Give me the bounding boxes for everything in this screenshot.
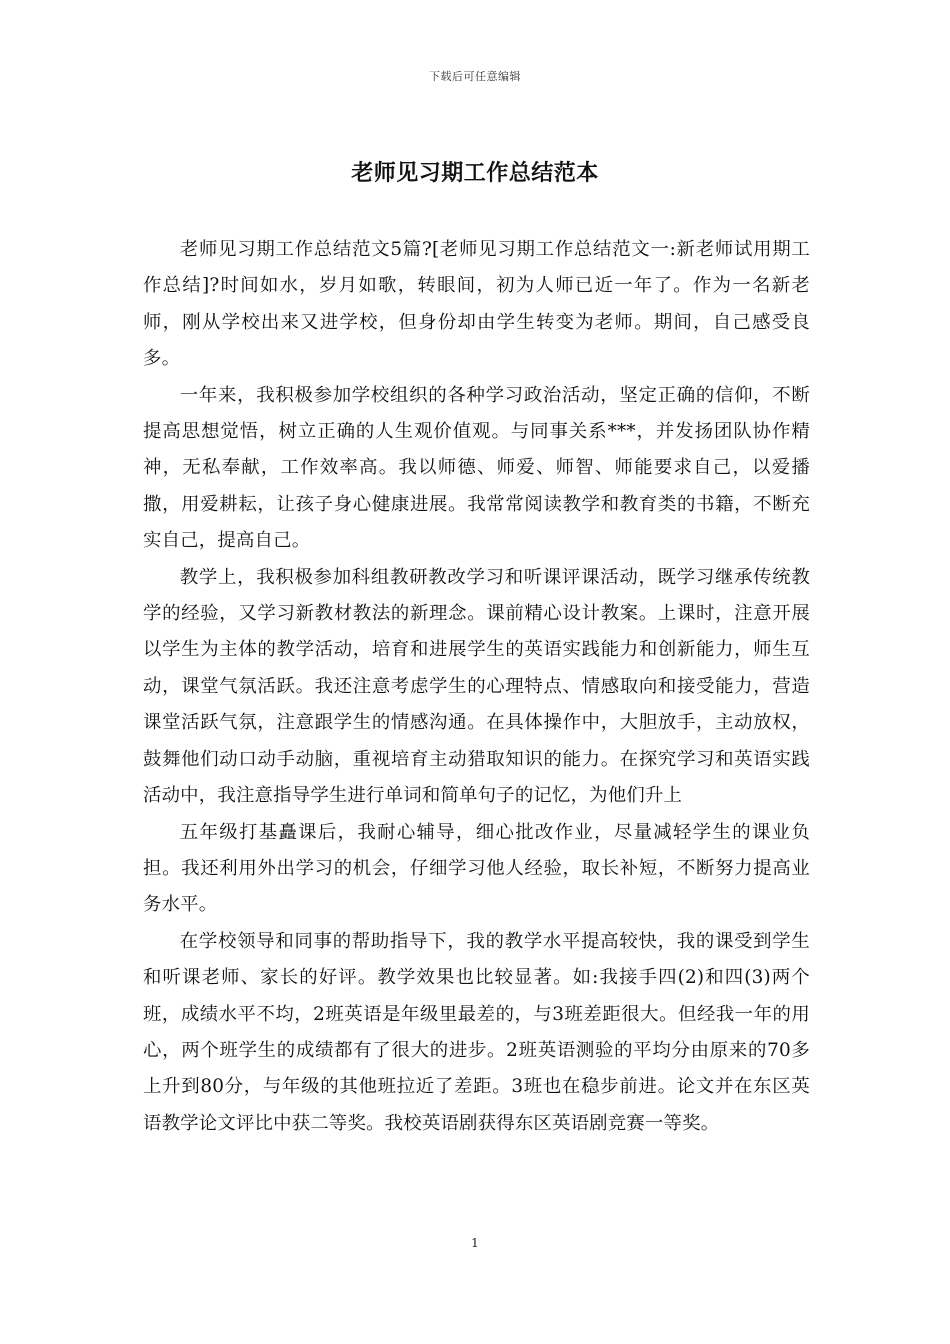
page-number: 1 <box>471 1236 479 1250</box>
paragraph: 一年来，我积极参加学校组织的各种学习政治活动，坚定正确的信仰，不断提高思想觉悟，树立正确的人生观价值观。与同事关系***，并发扬团队协作精神，无私奉献，工作效率高。我以师德、师爱、师智、师能要求自己，以爱播撒，用爱耕耘，让孩子身心健康进展。我常常阅读教学和教育类的书籍，不断充实自己，提高自己。 <box>143 384 810 552</box>
document-title: 老师见习期工作总结范本 <box>351 160 599 186</box>
header-note: 下载后可任意编辑 <box>429 70 521 83</box>
paragraph: 在学校领导和同事的帮助指导下，我的教学水平提高较快，我的课受到学生和听课老师、家长的好评。教学效果也比较显著。如:我接手四(2)和四(3)两个班，成绩水平不均，2班英语是年级里最差的，与3班差距很大。但经我一年的用心，两个班学生的成绩都有了很大的进步。2班英语测验的平均分由原来的70多上升到80分，与年级的其他班拉近了差距。3班也在稳步前进。论文并在东区英语教学论文评比中获二等奖。我校英语剧获得东区英语剧竞赛一等奖。 <box>143 930 810 1134</box>
paragraph: 教学上，我积极参加科组教研教改学习和听课评课活动，既学习继承传统教学的经验，又学习新教材教法的新理念。课前精心设计教案。上课时，注意开展以学生为主体的教学活动，培育和进展学生的英语实践能力和创新能力，师生互动，课堂气氛活跃。我还注意考虑学生的心理特点、情感取向和接受能力，营造课堂活跃气氛，注意跟学生的情感沟通。在具体操作中，大胆放手，主动放权，鼓舞他们动口动手动脑，重视培育主动猎取知识的能力。在探究学习和英语实践活动中，我注意指导学生进行单词和简单句子的记忆，为他们升上 <box>143 566 810 807</box>
paragraph: 五年级打基矗课后，我耐心辅导，细心批改作业，尽量减轻学生的课业负担。我还利用外出学习的机会，仔细学习他人经验，取长补短，不断努力提高业务水平。 <box>143 821 810 916</box>
paragraph: 老师见习期工作总结范文5篇?[老师见习期工作总结范文一:新老师试用期工作总结]?时间如水，岁月如歌，转眼间，初为人师已近一年了。作为一名新老师，刚从学校出来又进学校，但身份却由学生转变为老师。期间，自己感受良多。 <box>143 239 810 370</box>
document-body <box>143 232 810 1142</box>
